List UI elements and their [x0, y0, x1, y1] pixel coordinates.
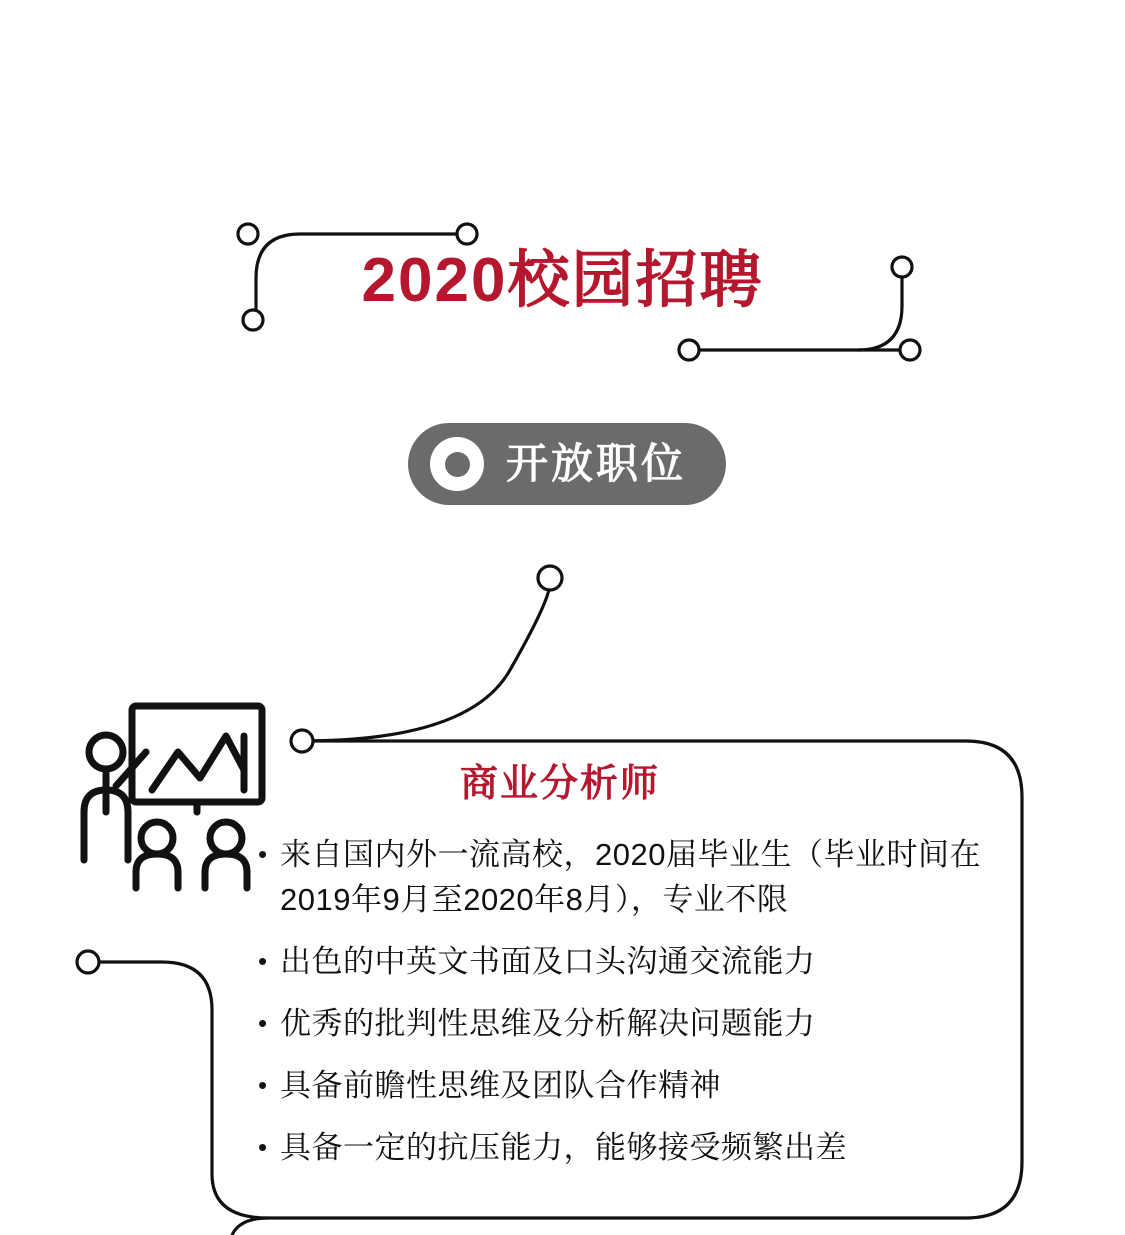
deco-node-card-bottom-left: [77, 951, 99, 973]
job-title: 商业分析师: [459, 763, 660, 805]
deco-node-card-left: [291, 730, 313, 752]
section-pill-label: 开放职位: [506, 440, 687, 487]
deco-node-top-right-b: [679, 340, 699, 360]
deco-node-top-left-c: [243, 310, 263, 330]
list-item: • 来自国内外一流高校，2020届毕业生（毕业时间在2019年9月至2020年8月），专业不限: [258, 833, 998, 923]
list-item: • 具备前瞻性思维及团队合作精神: [258, 1064, 998, 1109]
list-item: • 出色的中英文书面及口头沟通交流能力: [258, 940, 998, 985]
deco-node-top-left-b: [457, 224, 477, 244]
presenter-figure-icon: [84, 735, 146, 860]
job-requirements-list: [258, 833, 998, 1188]
section-pill-open-positions: [408, 423, 726, 505]
presentation-training-icon: [132, 706, 262, 812]
deco-bottom-tail: [232, 1218, 268, 1235]
list-item: • 优秀的批判性思维及分析解决问题能力: [258, 1002, 998, 1047]
deco-node-top-left-a: [238, 224, 258, 244]
page-title: 2020校园招聘: [361, 246, 764, 315]
deco-card-curve: [302, 583, 550, 741]
audience-figures-icon: [136, 822, 247, 888]
deco-node-card-top: [538, 566, 562, 590]
deco-node-top-right-c: [900, 340, 920, 360]
filled-circle-icon: [430, 437, 484, 491]
list-item: • 具备一定的抗压能力，能够接受频繁出差: [258, 1126, 998, 1171]
